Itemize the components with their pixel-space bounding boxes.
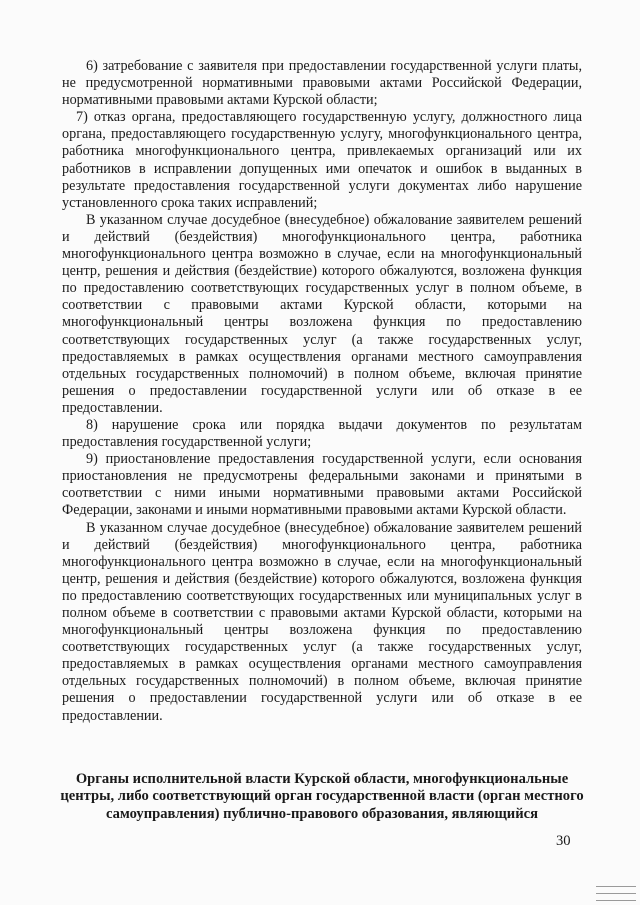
scan-edge-mark <box>596 886 636 887</box>
paragraph-note-9: В указанном случае досудебное (внесудебное) обжалование заявителем решений и действий (бездействия) многофункционального центра, работника многофункционального центра возможно в случае, если на многофункциональный центр, решения и действия (бездействие) которого обжалуются, возложена функция по предоставлению соответствующих государственных или муниципальных услуг в полном объеме в соответствии с правовыми актами Курской области, которыми на многофункциональный центры возложена функция по предоставлению соответствующих государственных услуг (а также государственных услуг, предоставляемых в рамках осуществления органами местного самоуправления отдельных государственных полномочий) в полном объеме, включая принятие решения о предоставлении государственной услуги или об отказе в ее предоставлении. <box>62 519 582 724</box>
paragraph-item-6: 6) затребование с заявителя при предоставлении государственной услуги платы, не предусмотренной нормативными правовыми актами Российской Федерации, нормативными правовыми актами Курской области; <box>62 58 582 109</box>
paragraph-item-9: 9) приостановление предоставления государственной услуги, если основания приостановления не предусмотрены федеральными законами и принятыми в соответствии с ними иными нормативными правовыми актами Российской Федерации, законами и иными нормативными правовыми актами Курской области. <box>62 451 582 519</box>
paragraph-item-7: 7) отказ органа, предоставляющего государственную услугу, должностного лица органа, предоставляющего государственную услугу, многофункционального центра, работника многофункционального центра, привлекаемых организаций или их работников в исправлении допущенных ими опечаток и ошибок в выданных в результате предоставления государственной услуги документах либо нарушение установленного срока таких исправлений; <box>62 109 582 211</box>
paragraph-item-8: 8) нарушение срока или порядка выдачи документов по результатам предоставления государственной услуги; <box>62 416 582 451</box>
body-text <box>62 58 582 725</box>
scan-edge-mark <box>596 893 636 894</box>
paragraph-note-7: В указанном случае досудебное (внесудебное) обжалование заявителем решений и действий (бездействия) многофункционального центра, работника многофункционального центра возможно в случае, если на многофункциональный центр, решения и действия (бездействие) которого обжалуются, возложена функция по предоставлению соответствующих государственных услуг в полном объеме, в соответствии с правовыми актами Курской области, которыми на многофункциональный центры возложена функция по предоставлению соответствующих государственных услуг (а также государственных услуг, предоставляемых в рамках осуществления органами местного самоуправления отдельных государственных полномочий) в полном объеме, включая принятие решения о предоставлении государственной услуги или об отказе в ее предоставлении. <box>62 211 582 416</box>
scan-edge-mark <box>596 900 636 901</box>
page-number: 30 <box>556 833 571 849</box>
section-heading: Органы исполнительной власти Курской области, многофункциональные центры, либо соответствующий орган государственной власти (орган местного самоуправления) публично-правового образования, являющийся <box>60 771 584 822</box>
